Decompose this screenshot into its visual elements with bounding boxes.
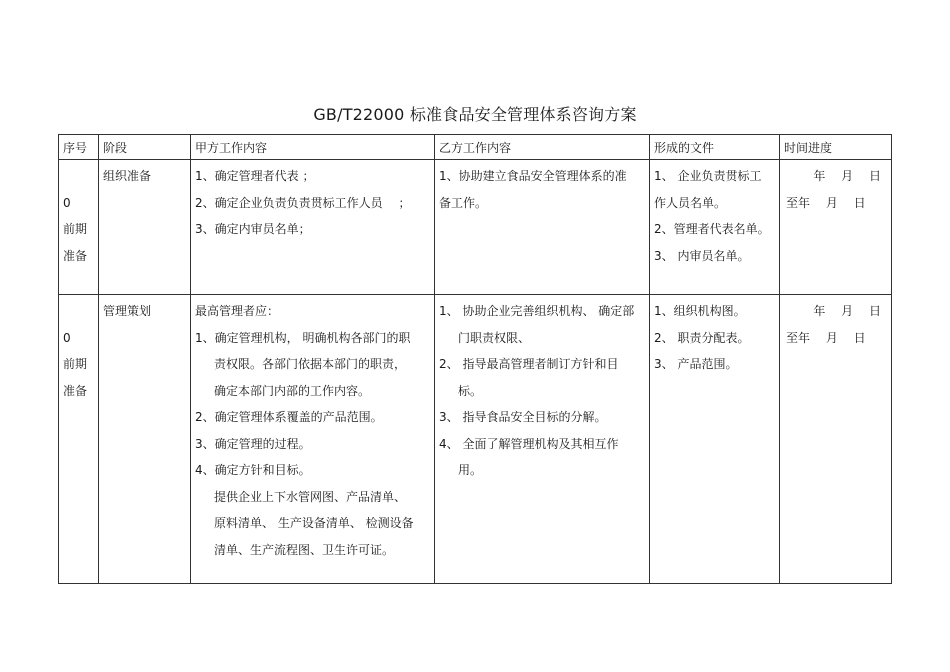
seq-phase-line1: 前期 [63, 357, 88, 371]
header-party-b: 乙方工作内容 [435, 135, 650, 160]
schedule-cell: 年 月 日 至年 月 日 [780, 160, 892, 295]
header-party-a: 甲方工作内容 [191, 135, 435, 160]
documents-cell: 1、 企业负责贯标工 作人员名单。 2、管理者代表名单。 3、 内审员名单。 [650, 160, 780, 295]
seq-phase-line2: 准备 [63, 248, 88, 263]
party-a-cell: 1、确定管理者代表 ； 2、确定企业负责负责贯标工作人员 ； 3、确定内审员名单； [191, 160, 435, 295]
stage-label: 组织准备 [103, 169, 152, 183]
documents-cell: 1、组织机构图。 2、 职责分配表。 3、 产品范围。 [650, 295, 780, 584]
stage-cell [99, 295, 191, 584]
seq-cell [59, 295, 99, 584]
seq-number: 0 [63, 195, 71, 210]
seq-cell [59, 160, 99, 295]
header-stage: 阶段 [99, 135, 191, 160]
schedule-cell: 年 月 日 至年 月 日 [780, 295, 892, 584]
party-a-cell: 最高管理者应： 1、确定管理机构， 明确机构各部门的职 责权限。各部门依据本部门的职责， 确定本部门内部的工作内容。 2、确定管理体系覆盖的产品范围。 3、确定管理的过程。 4、确定方针和目标。 提供企业上下水管网图、产品清单、 原料清单、 生产设备清单、 检测设备 清单、生产流程图、卫生许可证。 [191, 295, 435, 584]
table-row [59, 160, 892, 295]
stage-cell [99, 160, 191, 295]
header-seq: 序号 [59, 135, 99, 160]
header-schedule: 时间进度 [780, 135, 892, 160]
table-row [59, 295, 892, 584]
stage-label: 管理策划 [103, 304, 152, 318]
party-b-cell: 1、 协助企业完善组织机构、 确定部 门职责权限、 2、 指导最高管理者制订方针和目 标。 3、 指导食品安全目标的分解。 4、 全面了解管理机构及其相互作 用。 [435, 295, 650, 584]
document-title: GB/T22000 标准食品安全管理体系咨询方案 [313, 105, 637, 124]
consulting-plan-table [58, 134, 892, 584]
header-documents: 形成的文件 [650, 135, 780, 160]
seq-number: 0 [63, 330, 71, 345]
table-header-row [59, 135, 892, 160]
seq-phase-line2: 准备 [63, 383, 88, 398]
party-b-cell: 1、协助建立食品安全管理体系的准 备工作。 [435, 160, 650, 295]
seq-phase-line1: 前期 [63, 222, 88, 236]
